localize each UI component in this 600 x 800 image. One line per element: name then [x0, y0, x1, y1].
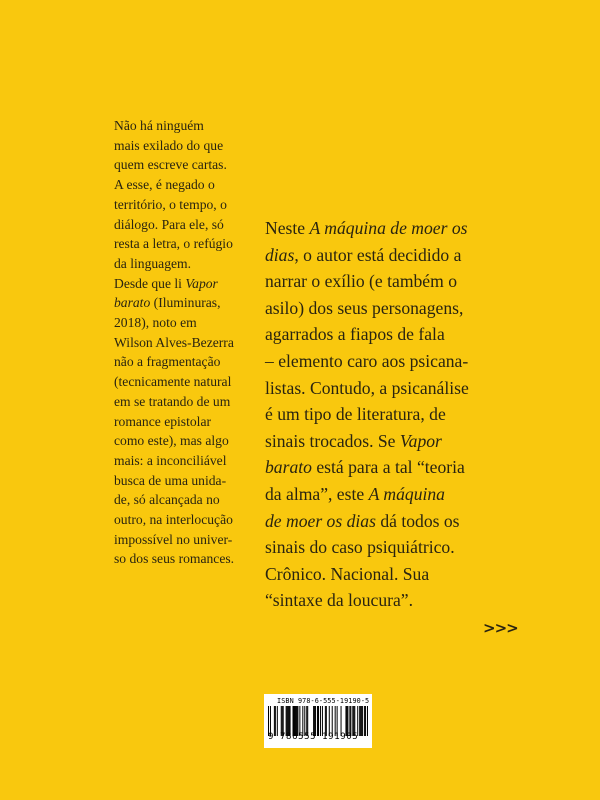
- quote-line: A esse, é negado o: [114, 177, 215, 193]
- isbn-label: ISBN 978-6-555-19190-5: [277, 697, 370, 705]
- quote-line: mais exilado do que: [114, 137, 224, 153]
- quote-line: de, só alcançada no: [114, 492, 220, 508]
- isbn-barcode: [264, 694, 372, 748]
- barcode-bar: [360, 706, 361, 736]
- quote-column: [114, 116, 260, 569]
- blurb-line: de moer os dias dá todos os: [265, 510, 460, 531]
- quote-line: quem escreve cartas.: [114, 157, 227, 173]
- continue-marker: >>>: [483, 619, 518, 637]
- blurb-line: “sintaxe da loucura”.: [265, 590, 414, 611]
- blurb-line: dias, o autor está decidido a: [265, 244, 462, 265]
- quote-line: mais: a inconciliável: [114, 452, 227, 468]
- blurb-column: [265, 215, 523, 614]
- quote-line: diálogo. Para ele, só: [114, 216, 224, 232]
- quote-line: em se tratando de um: [114, 393, 231, 409]
- blurb-line: narrar o exílio (e também o: [265, 271, 457, 292]
- blurb-line: agarrados a fiapos de fala: [265, 324, 445, 345]
- quote-line: não a fragmentação: [114, 354, 221, 370]
- barcode-bar: [367, 706, 368, 736]
- quote-line: território, o tempo, o: [114, 196, 227, 212]
- quote-line: da linguagem.: [114, 255, 192, 271]
- blurb-line: da alma”, este A máquina: [265, 483, 445, 504]
- blurb-line: Crônico. Nacional. Sua: [265, 563, 430, 584]
- quote-line: outro, na interlocução: [114, 512, 233, 528]
- blurb-line: – elemento caro aos psicana-: [265, 350, 469, 371]
- quote-line: resta a letra, o refúgio: [114, 236, 233, 252]
- quote-line: Não há ninguém: [114, 118, 204, 133]
- barcode-bar: [362, 706, 363, 736]
- barcode-bar: [361, 706, 362, 736]
- blurb-line: é um tipo de literatura, de: [265, 404, 446, 425]
- quote-line: barato (Iluminuras,: [114, 295, 221, 311]
- quote-line: busca de uma unida-: [114, 472, 227, 488]
- barcode-digits: 9 786555 191905: [268, 732, 368, 742]
- blurb-line: sinais trocados. Se Vapor: [265, 430, 442, 451]
- quote-line: (tecnicamente natural: [114, 374, 232, 390]
- quote-line: 2018), noto em: [114, 315, 197, 331]
- barcode-bar: [359, 706, 360, 736]
- blurb-line: asilo) dos seus personagens,: [265, 297, 464, 318]
- barcode-bar: [365, 706, 366, 736]
- blurb-line: barato está para a tal “teoria: [265, 457, 465, 478]
- barcode-bar: [364, 706, 365, 736]
- blurb-line: sinais do caso psiquiátrico.: [265, 537, 455, 558]
- quote-line: Wilson Alves-Bezerra: [114, 334, 234, 350]
- blurb-line: Neste A máquina de moer os: [265, 218, 468, 238]
- quote-line: Desde que li Vapor: [114, 275, 218, 291]
- quote-line: como este), mas algo: [114, 433, 229, 449]
- blurb-line: listas. Contudo, a psicanálise: [265, 377, 469, 398]
- quote-line: impossível no univer-: [114, 531, 233, 547]
- quote-line: so dos seus romances.: [114, 551, 235, 567]
- quote-line: romance epistolar: [114, 413, 212, 429]
